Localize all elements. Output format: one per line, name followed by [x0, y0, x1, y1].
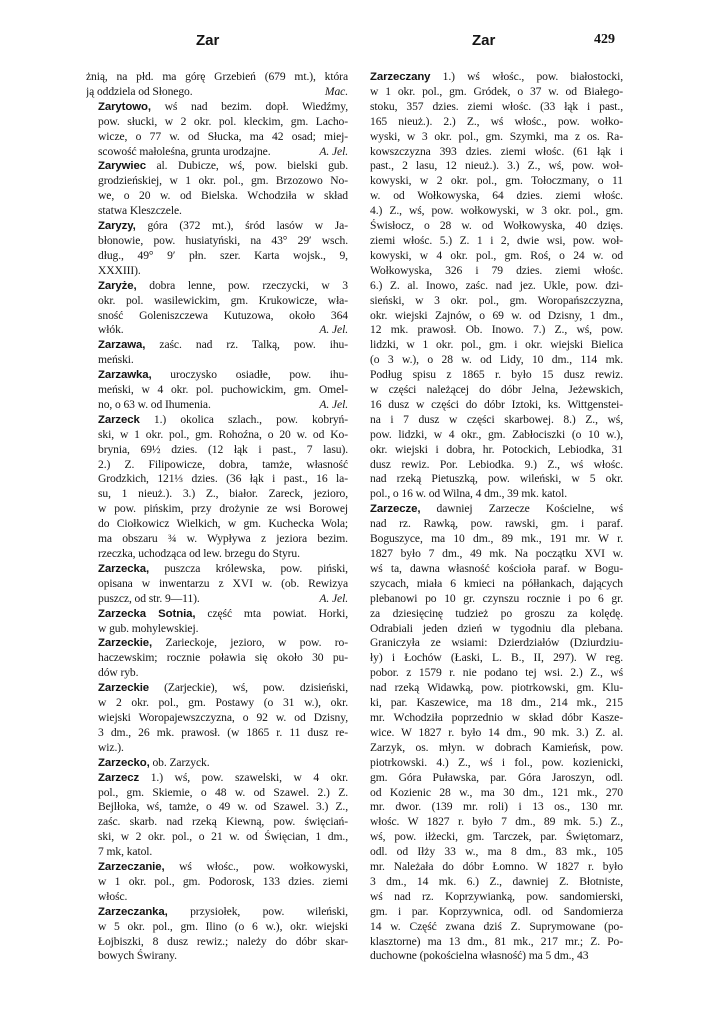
- entry-text: 3 dm., 26 mk. prawosł. (w 1865 r. 11 dusz re-: [98, 725, 348, 739]
- entry-text: 3 dm., 14 mk. 6.) Z., dawniej Z. Błotniste,: [370, 874, 623, 888]
- entry-line: [358, 875, 623, 890]
- dictionary-entry: [86, 100, 348, 160]
- entry-text: statwa Kleszczele.: [98, 204, 182, 218]
- header-left-title: Zar: [196, 32, 220, 49]
- entry-text: kowyski, w 2 okr. pol., gm. Tołoczmany, o 11: [370, 174, 623, 188]
- entry-line: [358, 845, 623, 860]
- entry-line: [358, 159, 623, 174]
- entry-text: przysiołek, pow. wileński,: [167, 904, 348, 918]
- entry-headword: Zarzeckie,: [98, 637, 153, 650]
- entry-line: [358, 398, 623, 413]
- entry-text: kowyski, w 4 okr. pol., gm. Roś, o 24 w. od: [370, 248, 623, 262]
- entry-text: 1.) okolica szlach., pow. kobryń-: [139, 412, 348, 426]
- entry-line: [86, 428, 348, 443]
- entry-headword: Zarytowo,: [98, 100, 151, 113]
- entry-headword: Zarzawka,: [98, 369, 152, 382]
- entry-line: [358, 517, 623, 532]
- entry-text: grodzieńskiej, w 1 okr. pol., gm. Brzozowo No-: [98, 174, 348, 188]
- entry-line: [358, 696, 623, 711]
- entry-text: haczewskim; rocznie poławia się około 30 pu-: [98, 651, 348, 665]
- entry-line: [358, 443, 623, 458]
- entry-line: [358, 279, 623, 294]
- entry-line: [358, 264, 623, 279]
- entry-text: wś ta, dawna własność kościoła paraf. w Bogu-: [370, 561, 623, 575]
- entry-line: [358, 487, 623, 502]
- entry-line: [86, 323, 348, 338]
- entry-text: dług., 49° 9′ płn. szer. Karta wojsk., 9,: [98, 248, 348, 262]
- entry-text: w 1 okr. pol., gm. Gródek, o 37 w. od Białego-: [370, 84, 623, 98]
- entry-text: 4.) Z., wś, pow. wołkowyski, w 3 okr. pol., gm.: [370, 204, 623, 218]
- dictionary-entry: [86, 636, 348, 681]
- entry-text: do Ciołkowicz Wielkich, w gm. Kuchecka Wola;: [98, 517, 348, 531]
- entry-text: wice. W 1827 r. było 14 dm., 90 mk. 3.) Z. al.: [370, 725, 623, 739]
- entry-author: A. Jel.: [319, 144, 348, 158]
- entry-line: [86, 800, 348, 815]
- entry-line: [358, 368, 623, 383]
- entry-line: [358, 115, 623, 130]
- entry-line: [86, 145, 348, 160]
- entry-line: [358, 815, 623, 830]
- entry-line: [86, 756, 348, 771]
- entry-text: szycach, miała 6 kmieci na półłankach, dających: [370, 576, 623, 590]
- entry-text: wś, pow. iłżecki, gm. Tarczek, par. Świętomarz,: [370, 830, 623, 844]
- entry-text: 1827 było 7 dm., 49 mk. Na początku XVI w.: [370, 547, 623, 560]
- entry-text: mr. Należała do dóbr Łomno. W 1827 r. było: [370, 860, 623, 874]
- entry-author: A. Jel.: [319, 591, 348, 605]
- entry-line: [86, 905, 348, 920]
- entry-line: [86, 547, 348, 562]
- entry-text: nad rzeką Pietuszką, pow. wileński, w 5 okr.: [370, 472, 623, 486]
- entry-line: [86, 309, 348, 324]
- entry-text: wicze, o 77 w. od Słucka, ma 42 osad; miej-: [98, 129, 348, 143]
- entry-text: (o 3 w.), o 28 w. od Lidy, 10 dm., 114 mk.: [370, 353, 623, 367]
- entry-line: [358, 949, 623, 964]
- entry-headword: Zaryzy,: [98, 220, 136, 233]
- entry-headword: Zarzawa,: [98, 339, 146, 352]
- entry-text: pow. lidzki, w 4 okr., gm. Zabłociszki (o 10 w.),: [370, 427, 623, 441]
- entry-text: meński.: [98, 353, 134, 367]
- entry-line: [86, 458, 348, 473]
- entry-line: [86, 443, 348, 458]
- entry-line: [358, 905, 623, 920]
- entry-line: [86, 577, 348, 592]
- entry-line: [86, 398, 348, 413]
- entry-headword: Zaryże,: [98, 279, 137, 292]
- entry-line: [86, 830, 348, 845]
- dictionary-entry: [86, 905, 348, 965]
- entry-headword: Zarzeczany: [370, 71, 431, 83]
- entry-text: scowość małoleśna, grunta urodzajne.: [98, 144, 271, 158]
- entry-line: [358, 607, 623, 622]
- entry-line: [86, 726, 348, 741]
- entry-text: Boguszyce, ma 10 dm., 89 mk., 191 mr. W r.: [370, 532, 623, 546]
- entry-text: Zarieckoje, jezioro, w pow. ro-: [152, 636, 348, 650]
- entry-line: [86, 890, 348, 905]
- entry-line: [358, 800, 623, 815]
- entry-line: [86, 249, 348, 264]
- entry-text: Zarzyk, os. młyn. w dobrach Kamieńsk, pow.: [370, 740, 623, 754]
- entry-line: [86, 875, 348, 890]
- entry-line: [86, 85, 348, 100]
- entry-line: [86, 845, 348, 860]
- entry-text: wś włośc., pow. wołkowyski,: [164, 860, 348, 874]
- entry-line: [358, 592, 623, 607]
- entry-line: [358, 174, 623, 189]
- entry-line: [86, 920, 348, 935]
- entry-text: góra (372 mt.), śród lasów w Ja-: [135, 219, 348, 233]
- entry-line: [86, 70, 348, 85]
- entry-author: Mac.: [324, 84, 348, 98]
- entry-text: wiz.).: [98, 740, 124, 754]
- entry-line: [86, 159, 348, 174]
- entry-line: [358, 651, 623, 666]
- entry-line: [358, 458, 623, 473]
- entry-line: [358, 711, 623, 726]
- entry-text: Odrabiali jeden dzień w tygodniu dla plebana.: [370, 621, 623, 635]
- entry-text: wś nad bezim. dopł. Wiedźmy,: [150, 99, 348, 113]
- entry-line: [86, 681, 348, 696]
- entry-line: [86, 592, 348, 607]
- entry-text: okr. pol. wasilewickim, gm. Krukowicze, wła-: [98, 293, 348, 307]
- entry-line: [358, 741, 623, 756]
- left-column: [86, 70, 348, 964]
- entry-line: [86, 234, 348, 249]
- entry-text: Łojbiszki, 8 dusz rewiz.; należy do dóbr skar-: [98, 934, 348, 948]
- entry-text: na i 7 dusz w części skarbowej. 8.) Z., wś,: [370, 412, 623, 426]
- entry-text: mr. dwor. (139 mr. roli) i 13 os., 130 mr.: [370, 800, 623, 814]
- entry-text: lidzki, w 1 okr. pol., gm. i okr. wiejski Bielica: [370, 338, 623, 352]
- entry-line: [358, 204, 623, 219]
- entry-line: [358, 85, 623, 100]
- entry-text: pow. słucki, w 2 okr. pol. kleckim, gm. Lacho-: [98, 114, 348, 128]
- entry-text: 12 mk. prawosł. Ob. Inowo. 7.) Z., wś, pow.: [370, 323, 623, 337]
- entry-text: sność Goleniszczewa Kutuzowa, około 364: [98, 308, 348, 322]
- entry-line: [86, 174, 348, 189]
- entry-text: 16 dusz w części do dóbr Iztoki, ks. Wittgenstei-: [370, 397, 623, 411]
- entry-headword: Zarzeczanka,: [98, 905, 168, 918]
- entry-text: mr. Wchodziła poprzednio w skład dóbr Kasze-: [370, 710, 623, 724]
- entry-text: ski, w 1 okr. pol., gm. Rohoźna, o 20 w. od Ko-: [98, 427, 348, 441]
- entry-line: [358, 338, 623, 353]
- entry-text: pol., o 16 w. od Wilna, 4 dm., 39 mk. katol.: [370, 487, 568, 501]
- entry-line: [358, 547, 623, 562]
- header-right-title: Zar: [472, 32, 496, 49]
- entry-line: [358, 249, 623, 264]
- entry-line: [86, 517, 348, 532]
- entry-headword: Zarzecz: [98, 771, 140, 784]
- entry-line: [86, 472, 348, 487]
- entry-text: zaśc. skarb. nad rzeką Kiewną, pow. święciań-: [98, 815, 348, 829]
- entry-text: brynia, 69½ dzies. (12 łąk i past., 7 lasu).: [98, 442, 348, 456]
- entry-line: [86, 696, 348, 711]
- entry-text: su, 1 nieuż.). 3.) Z., białor. Zareck, jezioro,: [98, 487, 348, 501]
- entry-headword: Zarzecka,: [98, 562, 150, 575]
- entry-text: puszcza królewska, pow. piński,: [149, 561, 348, 575]
- entry-text: past., 2 lasu, 12 nieuż.). 3.) Z., wś, pow. woł-: [370, 159, 623, 173]
- entry-text: włośc. W 1827 r. było 7 dm., 89 mk. 5.) Z.,: [370, 815, 623, 829]
- entry-line: [358, 383, 623, 398]
- entry-text: XXXIII).: [98, 263, 141, 277]
- entry-text: duchowne (pokościelna własność) ma 5 dm., 43: [370, 949, 589, 963]
- entry-text: w 2 okr. pol., gm. Postawy (o 31 w.), okr.: [98, 696, 348, 710]
- entry-line: [358, 294, 623, 309]
- entry-line: [86, 607, 348, 622]
- entry-line: [86, 264, 348, 279]
- entry-line: [86, 294, 348, 309]
- entry-text: włók.: [98, 323, 124, 337]
- entry-text: ob. Zarzyck.: [149, 755, 210, 769]
- entry-text: ski, w 2 okr. pol., o 21 w. od Święcian, 1 dm.,: [98, 830, 348, 844]
- entry-line: [358, 935, 623, 950]
- entry-text: w części należącej do dóbr Jelna, Jeżewskich,: [370, 383, 623, 397]
- entry-line: [86, 636, 348, 651]
- page-number: 429: [594, 32, 615, 47]
- entry-text: plebanowi po 10 gr. czynszu rocznie i po 6 gr.: [370, 591, 623, 605]
- entry-text: za dziesięcinę tudzież po groszu za kolędę.: [370, 606, 623, 620]
- entry-text: puszcz, od str. 9—11).: [98, 591, 200, 605]
- entry-line: [358, 100, 623, 115]
- dictionary-entry: [358, 70, 623, 502]
- entry-line: [86, 338, 348, 353]
- entry-text: (Zarjeckie), wś, pow. dzisieński,: [149, 681, 348, 695]
- dictionary-entry: [86, 860, 348, 905]
- entry-text: klasztorne) ma 13 dm., 81 mk., 217 mr.; Z. Po-: [370, 934, 623, 948]
- dictionary-entry: [86, 70, 348, 100]
- dictionary-entry: [86, 562, 348, 607]
- entry-text: nad rz. Rawką, pow. rawski, gm. i paraf.: [370, 517, 623, 531]
- entry-line: [86, 368, 348, 383]
- entry-line: [86, 815, 348, 830]
- entry-line: [358, 219, 623, 234]
- entry-text: ziemi włośc. 5.) Z. 1 i 2, dwie wsi, pow. woł-: [370, 233, 623, 247]
- entry-line: [358, 577, 623, 592]
- dictionary-entry: [86, 159, 348, 219]
- entry-headword: Zarzecze,: [370, 503, 421, 516]
- entry-line: [86, 189, 348, 204]
- entry-text: pobor. z 1579 r. nie podano tej wsi. 2.) Z., wś: [370, 666, 623, 680]
- entry-headword: Zarywiec: [98, 160, 146, 173]
- dictionary-entry: [86, 771, 348, 860]
- entry-text: piotrkowski. 4.) Z., wś i fol., pow. kozienicki,: [370, 755, 623, 769]
- entry-text: nad rzeką Widawką, pow. piotrkowski, gm. Klu-: [370, 681, 623, 695]
- entry-text: opisana w inwentarzu z XVI w. (ob. Rewizya: [98, 576, 348, 590]
- entry-text: Wołkowyska, 326 i 79 dzies. ziemi włośc.: [370, 263, 623, 277]
- entry-line: [86, 383, 348, 398]
- entry-line: [358, 681, 623, 696]
- entry-text: Graniczyła ze wsiami: Dzierdziałów (Dziurdziu-: [370, 636, 623, 650]
- entry-text: wś nad rz. Koprzywianką, pow. sandomierski,: [370, 889, 623, 903]
- entry-line: [358, 189, 623, 204]
- entry-line: [86, 100, 348, 115]
- dictionary-entry: [86, 368, 348, 413]
- entry-text: w 1 okr. pol., gm. Podorosk, 133 dzies. ziemi: [98, 874, 348, 888]
- entry-line: [358, 353, 623, 368]
- entry-text: sieński, w 3 okr. pol., gm. Woropańszczyzna,: [370, 293, 623, 307]
- entry-text: odl. od Iłży 33 w., ma 8 dm., 83 mk., 105: [370, 845, 623, 859]
- entry-line: [86, 502, 348, 517]
- entry-line: [86, 711, 348, 726]
- entry-line: [358, 860, 623, 875]
- entry-headword: Zarzecka Sotnia,: [98, 607, 196, 620]
- entry-line: [86, 622, 348, 637]
- entry-text: 6.) Z. al. Inowo, zaśc. nad jez. Ukle, pow. dzi-: [370, 278, 623, 292]
- entry-line: [358, 309, 623, 324]
- entry-text: 1.) wś włośc., pow. białostocki,: [430, 70, 623, 83]
- entry-text: no, o 63 w. od Ihumenia.: [98, 397, 211, 411]
- entry-line: [86, 935, 348, 950]
- entry-line: [358, 756, 623, 771]
- entry-line: [86, 562, 348, 577]
- entry-line: [86, 532, 348, 547]
- entry-text: kowszczyzna 393 dzies. ziemi włośc. (61 łąk i: [370, 144, 623, 158]
- entry-text: dów ryb.: [98, 666, 139, 680]
- entry-text: gm. i par. Koprzywnica, odl. od Sandomierza: [370, 904, 623, 918]
- entry-text: w gub. mohylewskiej.: [98, 621, 199, 635]
- entry-text: Świsłocz, o 28 w. od Wołkowyska, 40 dzięs.: [370, 219, 623, 233]
- entry-line: [358, 532, 623, 547]
- entry-line: [86, 487, 348, 502]
- entry-line: [358, 890, 623, 905]
- entry-text: Grodzkich, 121⅓ dzies. (36 łąk i past., 16 la-: [98, 472, 348, 486]
- entry-line: [86, 666, 348, 681]
- entry-headword: Zarzeck: [98, 413, 140, 426]
- entry-line: [86, 130, 348, 145]
- entry-text: ją oddziela od Słonego.: [86, 84, 193, 98]
- entry-line: [358, 234, 623, 249]
- entry-line: [358, 920, 623, 935]
- entry-line: [86, 353, 348, 368]
- entry-line: [86, 204, 348, 219]
- entry-headword: Zarzeczanie,: [98, 861, 165, 874]
- entry-line: [358, 562, 623, 577]
- dictionary-entry: [86, 413, 348, 562]
- entry-line: [358, 428, 623, 443]
- entry-text: wiejski Woropajewszczyzna, o 92 w. od Dzisny,: [98, 710, 348, 724]
- entry-line: [358, 472, 623, 487]
- entry-text: ki, par. Kaszewice, ma 18 dm., 214 mk., 215: [370, 696, 623, 710]
- entry-line: [86, 771, 348, 786]
- entry-text: rzeczka, uchodząca od lew. brzegu do Styru.: [98, 547, 300, 560]
- entry-text: okr. wiejski Zajnów, o 69 w. od Dzisny, 1 dm.,: [370, 308, 623, 322]
- entry-line: [358, 323, 623, 338]
- entry-text: wyski, w 3 okr. pol., gm. Szymki, ma z os. Ra-: [370, 129, 623, 143]
- entry-line: [86, 741, 348, 756]
- entry-text: w. od Wołkowyska, 64 dzies. ziemi włośc.: [370, 189, 623, 203]
- entry-text: gm. Góra Puławska, par. Góra Jaroszyn, odl.: [370, 770, 623, 784]
- entry-text: dobra lenne, pow. rzeczycki, w 3: [136, 278, 348, 292]
- entry-line: [358, 413, 623, 428]
- entry-text: ma obszaru ¾ w. Wypływa z jeziora bezim.: [98, 532, 348, 546]
- entry-text: we, o 20 w. od Bielska. Wchodziła w skład: [98, 189, 348, 203]
- entry-line: [358, 726, 623, 741]
- dictionary-entry: [86, 756, 348, 771]
- dictionary-entry: [86, 607, 348, 637]
- entry-line: [358, 786, 623, 801]
- entry-text: pol., gm. Skiemie, o 48 w. od Szawel. 2.) Z.: [98, 785, 348, 799]
- entry-line: [358, 830, 623, 845]
- entry-line: [358, 771, 623, 786]
- entry-line: [358, 622, 623, 637]
- entry-line: [86, 786, 348, 801]
- entry-text: Bejlłoka, wś, tamże, o 49 w. od Szawel. 3.) Z.,: [98, 800, 348, 814]
- dictionary-entry: [86, 338, 348, 368]
- entry-text: zaśc. nad rz. Talką, pow. ihu-: [145, 338, 348, 352]
- entry-text: błonowie, pow. husiatyński, na 43° 29′ wsch.: [98, 233, 348, 247]
- right-column: [358, 70, 623, 964]
- entry-text: 165 nieuż.). 2.) Z., wś włośc., pow. wołko-: [370, 114, 623, 128]
- entry-text: Podług spisu z 1865 r. było 15 dusz rewiz.: [370, 368, 623, 382]
- entry-text: 1.) wś, pow. szawelski, w 4 okr.: [139, 770, 348, 784]
- entry-line: [86, 219, 348, 234]
- entry-headword: Zarzecko,: [98, 756, 150, 769]
- dictionary-entry: [358, 502, 623, 964]
- entry-line: [358, 130, 623, 145]
- entry-line: [86, 949, 348, 964]
- entry-line: [86, 413, 348, 428]
- entry-line: [86, 651, 348, 666]
- entry-line: [86, 860, 348, 875]
- dictionary-entry: [86, 681, 348, 756]
- entry-author: A. Jel.: [319, 323, 348, 337]
- entry-text: żnią, na płd. ma górę Grzebień (679 mt.), która: [86, 70, 348, 83]
- entry-line: [86, 279, 348, 294]
- entry-text: dawniej Zarzecze Kościelne, wś: [420, 502, 623, 516]
- entry-text: okr. wiejski i dobra, hr. Potockich, Lebiodka, 31: [370, 442, 623, 456]
- entry-text: w pow. pińskim, przy drożynie ze wsi Borowej: [98, 502, 348, 516]
- entry-text: meński, w 4 okr. pol. puchowickim, gm. Omel-: [98, 383, 348, 397]
- entry-text: od Kozienic 28 w., ma 30 dm., 121 mk., 270: [370, 785, 623, 799]
- entry-text: w 5 okr. pol., gm. Ilino (o 6 w.), okr. wiejski: [98, 919, 348, 933]
- entry-text: dusz rewiz. Por. Lebiodka. 9.) Z., wś włośc.: [370, 457, 623, 471]
- entry-headword: Zarzeckie: [98, 682, 150, 695]
- running-header: [0, 32, 720, 56]
- entry-line: [358, 70, 623, 85]
- entry-line: [358, 502, 623, 517]
- entry-text: część mta powiat. Horki,: [195, 606, 348, 620]
- entry-text: stoku, 357 dzies. ziemi włośc. (33 łąk i past.,: [370, 99, 623, 113]
- entry-text: 14 w. Część zwana dziś Z. Suprymowane (po-: [370, 919, 623, 933]
- dictionary-entry: [86, 279, 348, 339]
- entry-author: A. Jel.: [319, 397, 348, 411]
- entry-text: 7 mk, katol.: [98, 845, 153, 859]
- entry-text: ły) i Łochów (Łaski, L. B., II, 297). W reg.: [370, 651, 623, 665]
- entry-text: uroczysko osiadłe, pow. ihu-: [151, 368, 348, 382]
- entry-text: bowych Świrany.: [98, 949, 177, 963]
- entry-text: włośc.: [98, 889, 128, 903]
- dictionary-entry: [86, 219, 348, 279]
- entry-line: [86, 115, 348, 130]
- entry-text: 2.) Z. Filipowicze, dobra, tamże, własność: [98, 457, 348, 471]
- entry-line: [358, 636, 623, 651]
- entry-text: al. Dubicze, wś, pow. bielski gub.: [145, 159, 348, 173]
- entry-line: [358, 145, 623, 160]
- entry-line: [358, 666, 623, 681]
